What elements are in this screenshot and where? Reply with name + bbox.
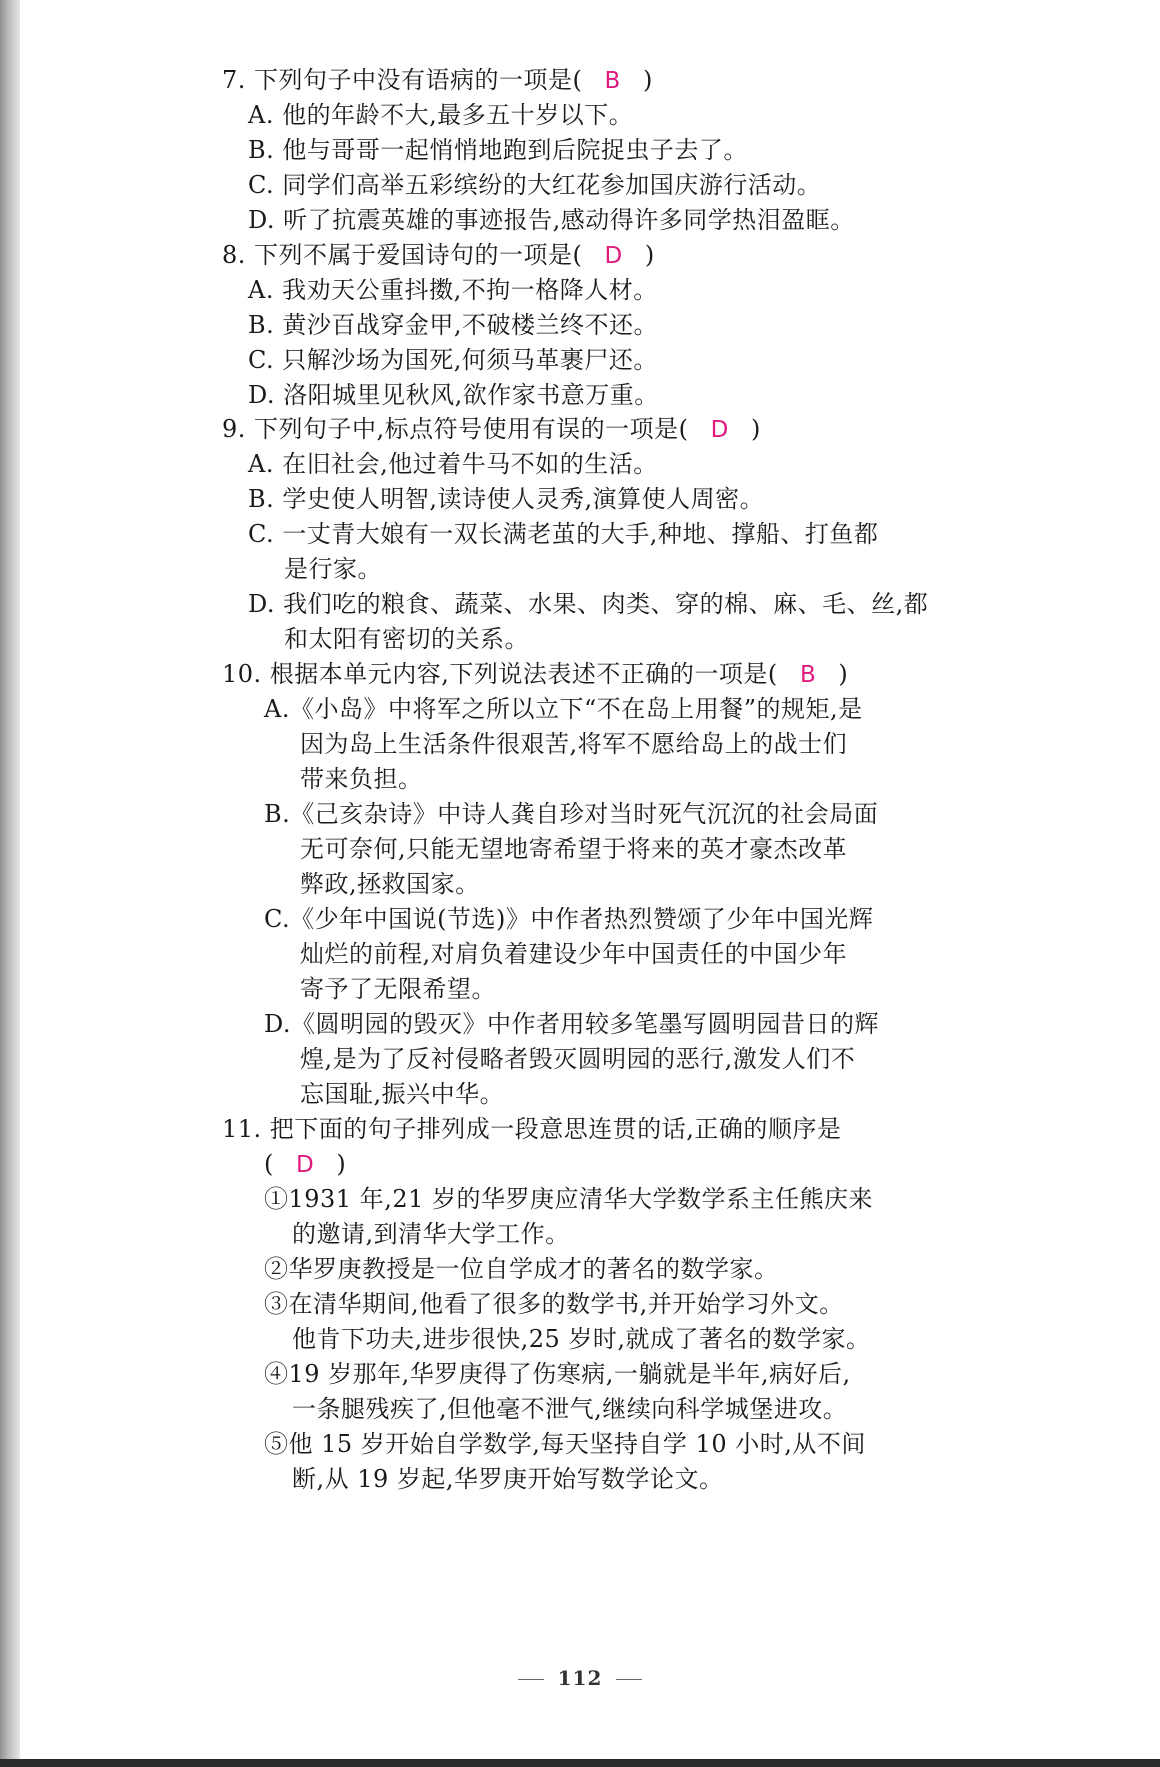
question-11-answer-line bbox=[264, 1146, 346, 1182]
question-9-text: 9. 下列句子中,标点符号使用有误的一项是( bbox=[222, 415, 689, 443]
question-10-close: ) bbox=[838, 660, 849, 688]
page-number-left-dash bbox=[518, 1679, 544, 1680]
question-11-sentence-1: ①1931 年,21 岁的华罗庚应清华大学数学系主任熊庆来 bbox=[264, 1185, 874, 1213]
question-8-option-d: D. 洛阳城里见秋风,欲作家书意万重。 bbox=[248, 381, 659, 409]
question-7-option-a: A. 他的年龄不大,最多五十岁以下。 bbox=[248, 101, 634, 129]
question-9-stem bbox=[222, 411, 761, 447]
question-11-sentence-3-cont: 他肯下功夫,进步很快,25 岁时,就成了著名的数学家。 bbox=[292, 1325, 871, 1353]
page-number bbox=[0, 1666, 1160, 1690]
question-10-option-d: D.《圆明园的毁灭》中作者用较多笔墨写圆明园昔日的辉 bbox=[264, 1010, 880, 1038]
question-11-sentence-5-cont: 断,从 19 岁起,华罗庚开始写数学论文。 bbox=[292, 1465, 724, 1493]
question-7-text: 7. 下列句子中没有语病的一项是( bbox=[222, 66, 583, 94]
question-11-sentence-1-cont: 的邀请,到清华大学工作。 bbox=[292, 1220, 570, 1248]
question-7-option-c: C. 同学们高举五彩缤纷的大红花参加国庆游行活动。 bbox=[248, 171, 822, 199]
question-7-close: ) bbox=[642, 66, 653, 94]
question-8-option-a: A. 我劝天公重抖擞,不拘一格降人材。 bbox=[248, 276, 658, 304]
question-10-text: 10. 根据本单元内容,下列说法表述不正确的一项是( bbox=[222, 660, 778, 688]
question-10-option-c: C.《少年中国说(节选)》中作者热烈赞颂了少年中国光辉 bbox=[264, 905, 874, 933]
question-7-option-b: B. 他与哥哥一起悄悄地跑到后院捉虫子去了。 bbox=[248, 136, 748, 164]
question-8-option-b: B. 黄沙百战穿金甲,不破楼兰终不还。 bbox=[248, 311, 659, 339]
question-10-option-d-cont2: 忘国耻,振兴中华。 bbox=[300, 1080, 505, 1108]
question-10-option-a-cont1: 因为岛上生活条件很艰苦,将军不愿给岛上的战士们 bbox=[300, 730, 848, 758]
question-11-close: ) bbox=[336, 1150, 347, 1178]
question-7-answer: B bbox=[604, 68, 621, 94]
question-9-option-c: C. 一丈青大娘有一双长满老茧的大手,种地、撑船、打鱼都 bbox=[248, 520, 879, 548]
question-10-option-a-cont2: 带来负担。 bbox=[300, 765, 423, 793]
question-11-open: ( bbox=[264, 1150, 274, 1178]
question-9-option-c-cont: 是行家。 bbox=[284, 555, 382, 583]
question-10-stem bbox=[222, 656, 848, 692]
question-10-option-a: A.《小岛》中将军之所以立下“不在岛上用餐”的规矩,是 bbox=[264, 695, 863, 723]
question-7-stem bbox=[222, 62, 653, 98]
question-9-option-d-cont: 和太阳有密切的关系。 bbox=[284, 625, 529, 653]
question-10-option-b-cont1: 无可奈何,只能无望地寄希望于将来的英才豪杰改革 bbox=[300, 835, 848, 863]
question-9-option-b: B. 学史使人明智,读诗使人灵秀,演算使人周密。 bbox=[248, 485, 765, 513]
question-11-stem: 11. 把下面的句子排列成一段意思连贯的话,正确的顺序是 bbox=[222, 1115, 842, 1143]
page-number-right-dash bbox=[616, 1679, 642, 1680]
question-9-option-a: A. 在旧社会,他过着牛马不如的生活。 bbox=[248, 450, 658, 478]
question-8-option-c: C. 只解沙场为国死,何须马革裹尸还。 bbox=[248, 346, 658, 374]
question-9-close: ) bbox=[751, 415, 761, 443]
question-11-sentence-4-cont: 一条腿残疾了,但他毫不泄气,继续向科学城堡进攻。 bbox=[292, 1395, 848, 1423]
question-10-option-b-cont2: 弊政,拯救国家。 bbox=[300, 870, 480, 898]
question-9-answer: D bbox=[710, 417, 729, 443]
question-10-option-c-cont2: 寄予了无限希望。 bbox=[300, 975, 496, 1003]
question-8-answer: D bbox=[604, 243, 623, 269]
question-11-sentence-4: ④19 岁那年,华罗庚得了伤寒病,一躺就是半年,病好后, bbox=[264, 1360, 851, 1388]
question-11-answer: D bbox=[296, 1152, 315, 1178]
question-10-answer: B bbox=[799, 662, 817, 688]
question-11-sentence-2: ②华罗庚教授是一位自学成才的著名的数学家。 bbox=[264, 1255, 779, 1283]
question-10-option-b: B.《己亥杂诗》中诗人龚自珍对当时死气沉沉的社会局面 bbox=[264, 800, 879, 828]
question-7-option-d: D. 听了抗震英雄的事迹报告,感动得许多同学热泪盈眶。 bbox=[248, 206, 855, 234]
question-10-option-c-cont1: 灿烂的前程,对肩负着建设少年中国责任的中国少年 bbox=[300, 940, 848, 968]
question-8-close: ) bbox=[644, 241, 655, 269]
question-10-option-d-cont1: 煌,是为了反衬侵略者毁灭圆明园的恶行,激发人们不 bbox=[300, 1045, 856, 1073]
question-11-sentence-3: ③在清华期间,他看了很多的数学书,并开始学习外文。 bbox=[264, 1290, 844, 1318]
question-8-text: 8. 下列不属于爱国诗句的一项是( bbox=[222, 241, 583, 269]
page-number-value: 112 bbox=[557, 1666, 603, 1690]
page-bottom-edge bbox=[0, 1759, 1160, 1767]
question-8-stem bbox=[222, 237, 655, 273]
question-9-option-d: D. 我们吃的粮食、蔬菜、水果、肉类、穿的棉、麻、毛、丝,都 bbox=[248, 590, 929, 618]
question-11-sentence-5: ⑤他 15 岁开始自学数学,每天坚持自学 10 小时,从不间 bbox=[264, 1430, 866, 1458]
